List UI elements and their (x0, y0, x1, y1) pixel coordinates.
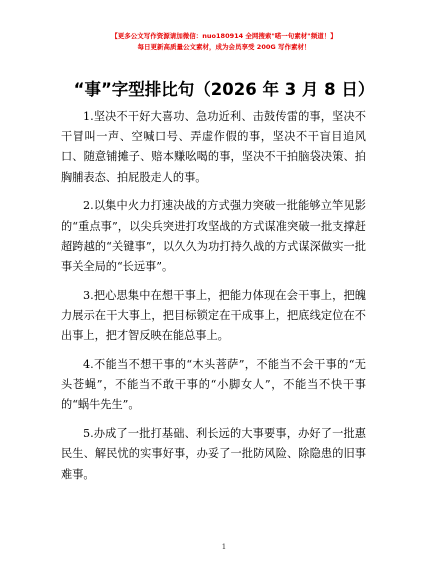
page-number: 1 (221, 543, 227, 551)
promo-header-line-2: 每日更新高质量公文素材，成为会员享受 200G 写作素材！ (137, 43, 311, 51)
paragraph-4: 4.不能当不想干事的“木头菩萨”，不能当不会干事的“无头苍蝇”，不能当不敢干事的“小脚女人”，不能当不快干事的“蜗牛先生”。 (61, 358, 366, 412)
paragraph-3: 3.把心思集中在想干事上，把能力体现在会干事上，把魄力展示在干大事上，把目标锁定在干成事上，把底线定位在不出事上，把才智反映在能总事上。 (61, 288, 366, 343)
document-body (61, 107, 366, 493)
document-title: “事”字型排比句（2026 年 3 月 8 日） (73, 80, 375, 99)
paragraph-2: 2.以集中火力打速决战的方式强力突破一批能够立竿见影的“重点事”，以尖兵突进打攻坚战的方式谋准突破一批支撑赶超跨越的“关键事”，以久久为功打持久战的方式谋深做实一批事关全局的“长远事”。 (61, 199, 366, 274)
paragraph-1: 1.坚决不干好大喜功、急功近利、击鼓传雷的事，坚决不干冒叫一声、空喊口号、弄虚作假的事，坚决不干盲目追风口、随意铺摊子、赔本赚吆喝的事，坚决不干拍脑袋决策、拍胸脯表态、拍屁股走人的事。 (61, 110, 366, 184)
promo-header-line-1: 【更多公文写作资源请加微信：nuo180914 全网搜索"喏一句素材"频道！】 (111, 32, 337, 40)
paragraph-5: 5.办成了一批打基础、利长远的大事要事，办好了一批惠民生、解民忧的实事好事，办妥了一批防风险、除隐患的旧事难事。 (61, 427, 366, 481)
